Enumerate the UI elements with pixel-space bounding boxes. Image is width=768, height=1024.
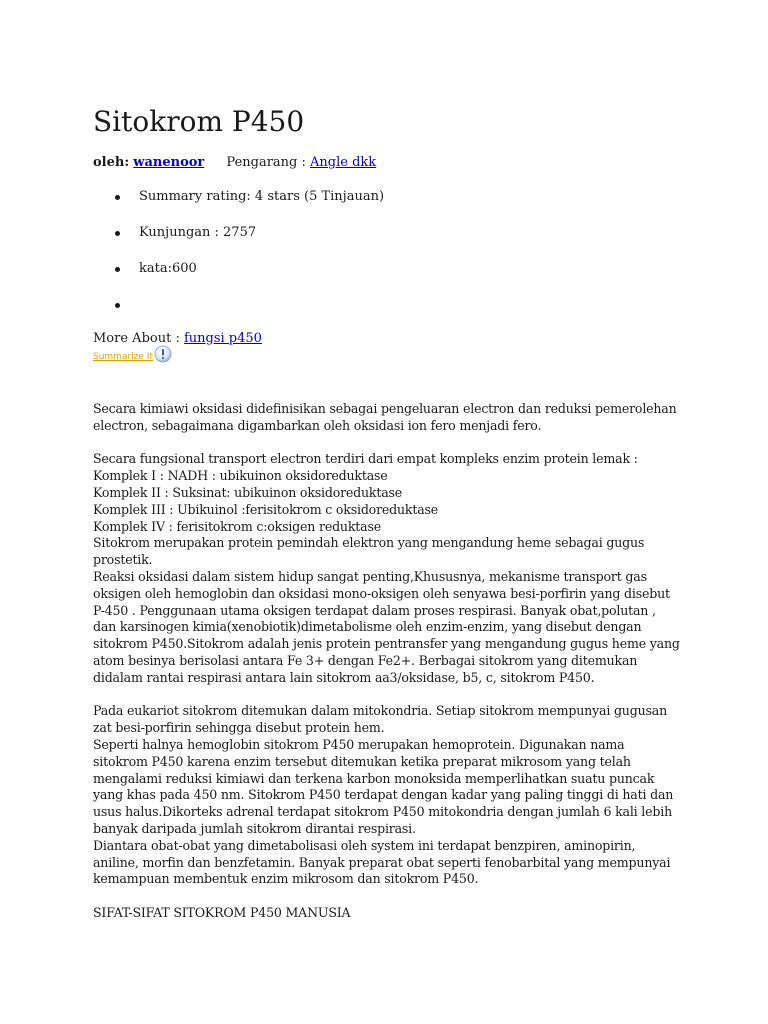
- body-line: aniline, morfin dan benzfetamin. Banyak preparat obat seperti fenobarbital yang mempunyai: [93, 854, 671, 870]
- meta-visits-text: Kunjungan : 2757: [139, 225, 257, 240]
- bullet-icon: [115, 195, 120, 200]
- body-line: Sitokrom merupakan protein pemindah elektron yang mengandung heme sebagai gugus: [93, 535, 645, 551]
- body-line: mengalami reduksi kimiawi dan terkena karbon monoksida memperlihatkan suatu puncak: [93, 770, 655, 786]
- body-line: Komplek II : Suksinat: ubikuinon oksidoreduktase: [93, 484, 403, 500]
- article-title: Sitokrom P450: [93, 105, 305, 138]
- more-about-label: More About :: [93, 331, 180, 346]
- body-line: didalam rantai respirasi antara lain sitokrom aa3/oksidase, b5, c, sitokrom P450.: [93, 669, 595, 685]
- body-line: electron, sebagaimana digambarkan oleh oksidasi ion fero menjadi fero.: [93, 417, 542, 433]
- author-link[interactable]: wanenoor: [133, 155, 205, 170]
- body-line: Diantara obat-obat yang dimetabolisasi oleh system ini terdapat benzpiren, aminopirin,: [93, 837, 636, 853]
- body-line: Komplek I : NADH : ubikuinon oksidoreduktase: [93, 468, 388, 484]
- body-line: Pada eukariot sitokrom ditemukan dalam mitokondria. Setiap sitokrom mempunyai gugusan: [93, 703, 667, 719]
- summarize-link[interactable]: Summarize It: [93, 352, 153, 362]
- body-line: Komplek IV : ferisitokrom c:oksigen reduktase: [93, 518, 381, 534]
- body-line: yang khas pada 450 nm. Sitokrom P450 terdapat dengan kadar yang paling tinggi di hati dan: [93, 787, 674, 803]
- body-line: zat besi-porfirin sehingga disebut protein hem.: [93, 720, 385, 736]
- body-line: oksigen oleh hemoglobin dan oksidasi mono-oksigen oleh senyawa besi-porfirin yang disebut: [93, 585, 670, 601]
- pengarang-link[interactable]: Angle dkk: [310, 155, 377, 170]
- body-line: atom besinya berisolasi antara Fe 3+ dengan Fe2+. Berbagai sitokrom yang ditemukan: [93, 652, 638, 668]
- body-line: prostetik.: [93, 552, 153, 568]
- body-line: sitokrom P450 karena enzim tersebut ditemukan ketika preparat mikrosom yang telah: [93, 753, 631, 769]
- body-line: Komplek III : Ubikuinol :ferisitokrom c oksidoreduktase: [93, 501, 439, 517]
- body-line: dan karsinogen kimia(xenobiotik)dimetabolisme oleh enzim-enzim, yang disebut dengan: [93, 619, 642, 635]
- meta-rating: [93, 188, 384, 206]
- bullet-icon: [115, 303, 120, 308]
- author-label: oleh:: [93, 155, 130, 170]
- info-exclamation-icon[interactable]: [154, 345, 172, 363]
- pengarang-label: Pengarang :: [226, 155, 306, 170]
- section-heading: SIFAT-SIFAT SITOKROM P450 MANUSIA: [93, 904, 351, 920]
- bullet-icon: [115, 231, 120, 236]
- meta-visits: [93, 224, 384, 242]
- meta-word-count: [93, 260, 384, 278]
- body-line: P-450 . Penggunaan utama oksigen terdapat dalam proses respirasi. Banyak obat,polutan ,: [93, 602, 656, 618]
- body-line: kemampuan membentuk enzim mikrosom dan sitokrom P450.: [93, 871, 479, 887]
- article-body: [93, 401, 693, 922]
- summarize: [93, 348, 172, 366]
- more-about-link[interactable]: fungsi p450: [183, 331, 262, 346]
- more-about: [93, 330, 262, 348]
- body-line: Reaksi oksidasi dalam sistem hidup sangat penting,Khususnya, mekanisme transport gas: [93, 568, 647, 584]
- meta-word-count-text: kata:600: [139, 261, 197, 276]
- body-line: banyak daripada jumlah sitokrom dirantai respirasi.: [93, 820, 416, 836]
- body-line: sitokrom P450.Sitokrom adalah jenis protein pentransfer yang mengandung gugus heme yang: [93, 636, 680, 652]
- byline: [93, 154, 376, 172]
- meta-empty: [93, 296, 384, 314]
- article-meta-list: [93, 188, 384, 332]
- body-line: usus halus.Dikorteks adrenal terdapat sitokrom P450 mitokondria dengan jumlah 6 kali lebih: [93, 804, 672, 820]
- body-line: Seperti halnya hemoglobin sitokrom P450 merupakan hemoprotein. Digunakan nama: [93, 736, 625, 752]
- bullet-icon: [115, 267, 120, 272]
- meta-rating-text: Summary rating: 4 stars (5 Tinjauan): [139, 189, 385, 204]
- body-line: Secara kimiawi oksidasi didefinisikan sebagai pengeluaran electron dan reduksi pemerolehan: [93, 401, 677, 416]
- body-line: Secara fungsional transport electron terdiri dari empat kompleks enzim protein lemak :: [93, 451, 638, 467]
